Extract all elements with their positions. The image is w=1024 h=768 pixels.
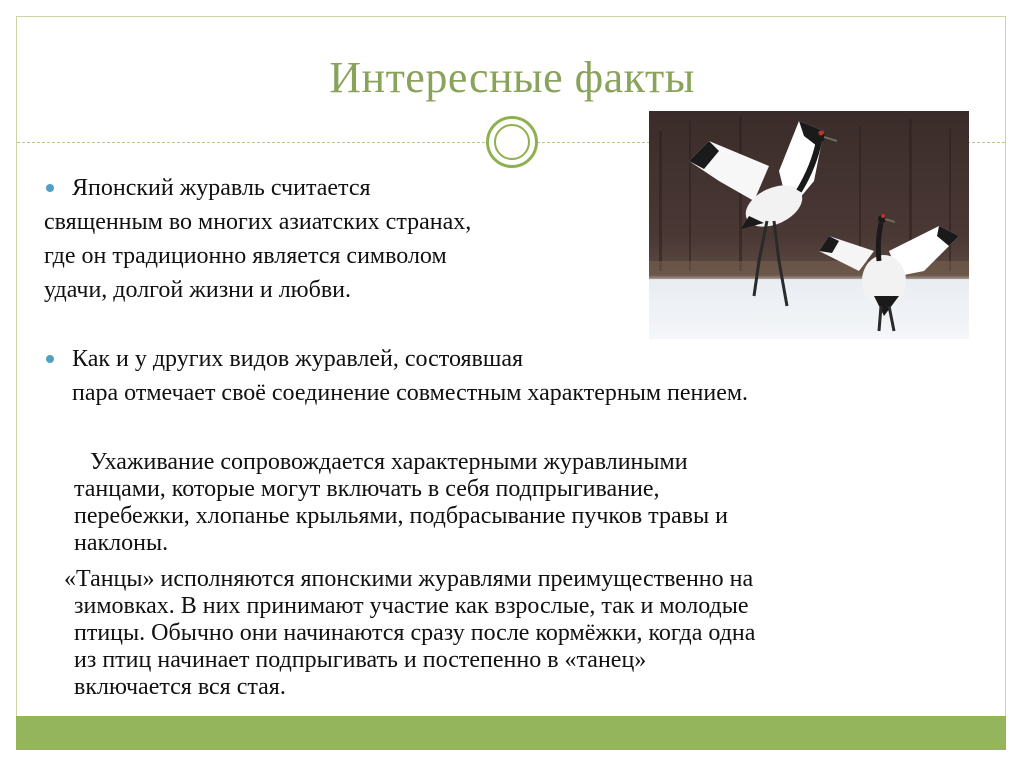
paragraph-2-line-1: «Танцы» исполняются японскими журавлями преимущественно на (64, 566, 754, 592)
paragraph-2-line-2: зимовках. В них принимают участие как взрослые, так и молодые (74, 593, 749, 619)
paragraph-1-line-2: танцами, которые могут включать в себя подпрыгивание, (74, 476, 660, 502)
paragraph-1-line-3: перебежки, хлопанье крыльями, подбрасывание пучков травы и (74, 503, 728, 529)
paragraph-dances (64, 566, 1004, 701)
footer-bar (16, 716, 1006, 750)
slide-title: Интересные факты (329, 53, 695, 102)
paragraph-2-line-5: включается вся стая. (74, 674, 286, 700)
paragraph-2-line-3: птицы. Обычно они начинаются сразу после кормёжки, когда одна (74, 620, 756, 646)
paragraph-1-line-1: Ухаживание сопровождается характерными журавлиными (90, 449, 688, 475)
bullet-1-line-4: удачи, долгой жизни и любви. (44, 277, 351, 303)
paragraph-2-line-4: из птиц начинает подпрыгивать и постепенно в «танец» (74, 647, 647, 673)
bullet-2-line-1: Как и у других видов журавлей, состоявшая (72, 346, 524, 372)
bullet-1-line-1: Японский журавль считается (72, 175, 371, 201)
bullet-1-line-3: где он традиционно является символом (44, 243, 447, 269)
bullet-1-line-2: священным во многих азиатских странах, (44, 209, 472, 235)
paragraph-courtship (74, 449, 1004, 557)
circle-ornament-icon (486, 116, 538, 168)
cranes-photo (649, 111, 969, 339)
bullet-1-text (44, 171, 644, 307)
bullet-2-text (44, 342, 1004, 410)
paragraph-1-line-4: наклоны. (74, 530, 169, 556)
bullet-2-line-2: пара отмечает своё соединение совместным характерным пением. (72, 380, 749, 406)
